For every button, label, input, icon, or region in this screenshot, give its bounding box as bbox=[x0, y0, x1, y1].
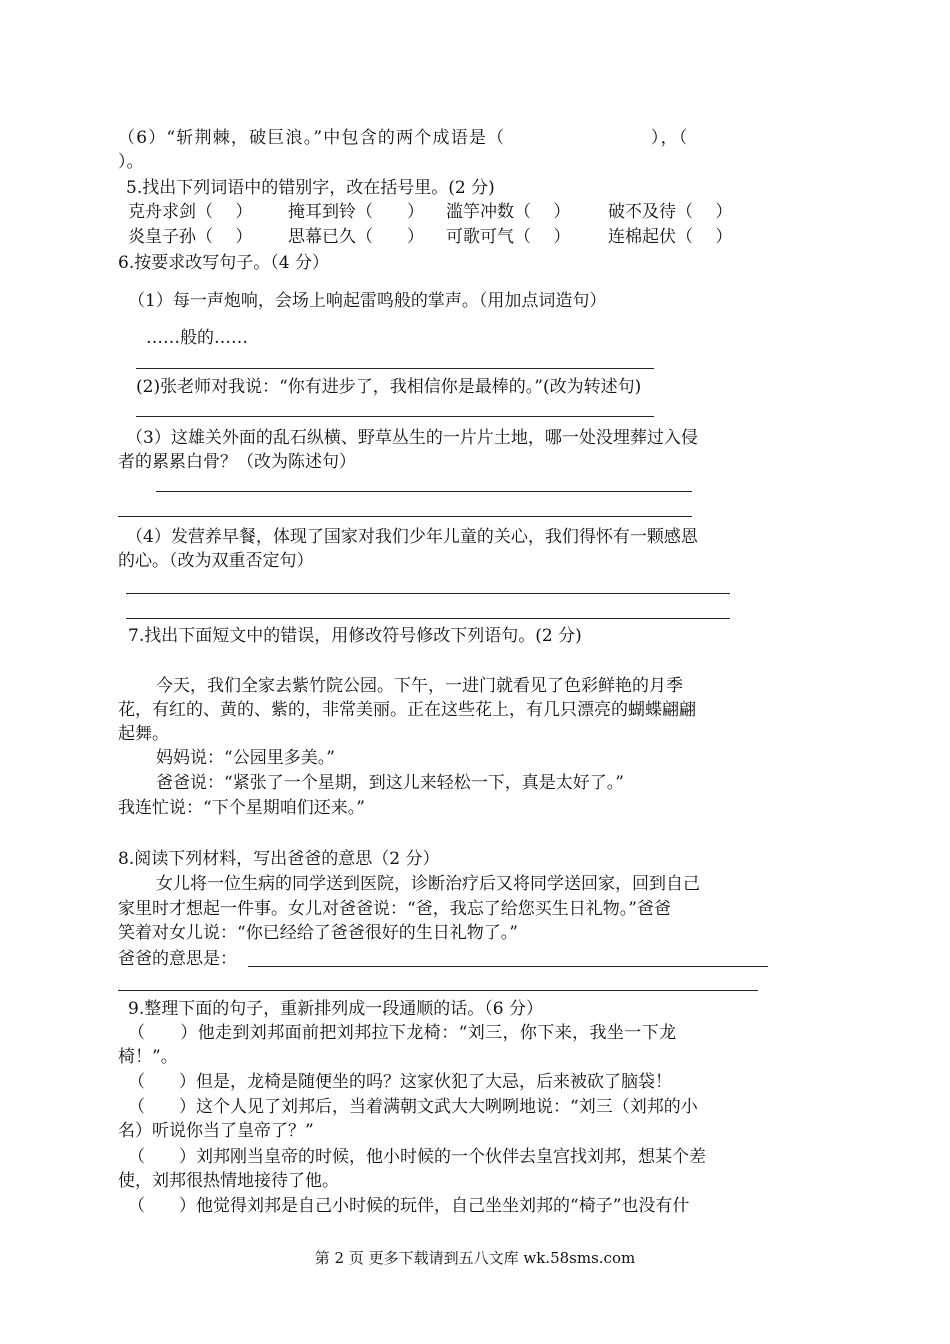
answer-line bbox=[248, 966, 768, 967]
q7-paragraph: 我连忙说：“下个星期咱们还来。” bbox=[118, 798, 365, 818]
q5-item: 可歌可气（ ） bbox=[446, 227, 571, 247]
q9-sentence: 名）听说你当了皇帝了？” bbox=[118, 1121, 314, 1141]
q7-paragraph: 爸爸说：“紧张了一个星期，到这儿来轻松一下，真是太好了。” bbox=[156, 773, 624, 793]
answer-line bbox=[118, 516, 692, 517]
q9-sentence: 使，刘邦很热情地接待了他。 bbox=[118, 1171, 339, 1191]
answer-line bbox=[136, 368, 654, 369]
q6-s4-line2: 的心。（改为双重否定句） bbox=[118, 551, 314, 571]
q9-sentence: （ ）他觉得刘邦是自己小时候的玩伴，自己坐坐刘邦的“椅子”也没有什 bbox=[128, 1196, 690, 1216]
q7-paragraph: 花，有红的、黄的、紫的，非常美丽。正在这些花上，有几只漂亮的蝴蝶翩翩 bbox=[118, 700, 696, 720]
q6-s2: (2)张老师对我说：“你有进步了，我相信你是最棒的。”(改为转述句) bbox=[136, 377, 642, 397]
answer-line bbox=[126, 593, 730, 594]
q7-paragraph: 今天，我们全家去紫竹院公园。下午，一进门就看见了色彩鲜艳的月季 bbox=[156, 676, 683, 696]
q6-s1-post: 掌声。（用加点词造句） bbox=[427, 291, 607, 311]
q9-sentence: （ ）他走到刘邦面前把刘邦拉下龙椅：“刘三，你下来，我坐一下龙 bbox=[128, 1023, 677, 1043]
q5-row2 bbox=[128, 225, 768, 249]
answer-line bbox=[118, 990, 758, 991]
q5-title: 5.找出下列词语中的错别字，改在括号里。(2 分) bbox=[126, 178, 495, 198]
q6-s1-hint: ……般的…… bbox=[146, 328, 248, 348]
answer-line bbox=[136, 416, 654, 417]
q6-title: 6.按要求改写句子。（4 分） bbox=[118, 253, 329, 273]
q7-paragraph: 妈妈说：“公园里多美。” bbox=[156, 748, 335, 768]
q5-item: 连棉起伏（ ） bbox=[608, 227, 733, 247]
q9-sentence: （ ）但是，龙椅是随便坐的吗？这家伙犯了大忌，后来被砍了脑袋！ bbox=[128, 1072, 672, 1092]
q9-sentence: （ ）这个人见了刘邦后，当着满朝文武大大咧咧地说：“刘三（刘邦的小 bbox=[128, 1097, 698, 1117]
q7-title: 7.找出下面短文中的错误，用修改符号修改下列语句。(2 分) bbox=[128, 626, 582, 646]
q8-paragraph: 笑着对女儿说：“你已经给了爸爸很好的生日礼物了。” bbox=[118, 923, 518, 943]
answer-line bbox=[156, 491, 692, 492]
q6-s1 bbox=[128, 289, 606, 313]
q6-s4-line1: （4）发营养早餐，体现了国家对我们少年儿童的关心，我们得怀有一颗感恩 bbox=[126, 527, 698, 547]
q5-item: 炎皇子孙（ ） bbox=[128, 227, 253, 247]
q8-paragraph: 女儿将一位生病的同学送到医院，诊断治疗后又将同学送回家，回到自己 bbox=[156, 874, 700, 894]
q5-item: 掩耳到铃（ ） bbox=[288, 202, 424, 222]
q6-s3-line1: （3）这雄关外面的乱石纵横、野草丛生的一片片土地，哪一处没埋葬过入侵 bbox=[126, 428, 698, 448]
q6-s1-keyword: 般的 bbox=[393, 291, 428, 311]
q6-s1-pre: （1）每一声炮响，会场上响起雷鸣 bbox=[128, 291, 394, 311]
q8-answer-label: 爸爸的意思是： bbox=[118, 949, 237, 969]
q7-paragraph: 起舞。 bbox=[118, 724, 169, 744]
q5-row1 bbox=[128, 200, 768, 224]
q9-sentence: 椅！”。 bbox=[118, 1047, 178, 1067]
q6-s3-line2: 者的累累白骨？（改为陈述句） bbox=[118, 452, 356, 472]
q8-title: 8.阅读下列材料，写出爸爸的意思（2 分） bbox=[118, 849, 440, 869]
q5-item: 破不及待（ ） bbox=[608, 202, 733, 222]
q4-6-line1: （6）“斩荆棘，破巨浪。”中包含的两个成语是（ ），（ bbox=[118, 128, 689, 148]
q5-item: 思幕已久（ ） bbox=[288, 227, 424, 247]
answer-line bbox=[126, 618, 730, 619]
q9-sentence: （ ）刘邦刚当皇帝的时候，他小时候的一个伙伴去皇宫找刘邦，想某个差 bbox=[128, 1147, 706, 1167]
q4-6-line2: ）。 bbox=[118, 152, 144, 172]
page-footer: 第 2 页 更多下载请到五八文库 wk.58sms.com bbox=[314, 1249, 636, 1267]
q5-item: 克舟求剑（ ） bbox=[128, 202, 253, 222]
q9-title: 9.整理下面的句子，重新排列成一段通顺的话。（6 分） bbox=[128, 999, 543, 1019]
q8-paragraph: 家里时才想起一件事。女儿对爸爸说：“爸，我忘了给您买生日礼物。”爸爸 bbox=[118, 899, 671, 919]
q5-item: 滥竽冲数（ ） bbox=[446, 202, 571, 222]
